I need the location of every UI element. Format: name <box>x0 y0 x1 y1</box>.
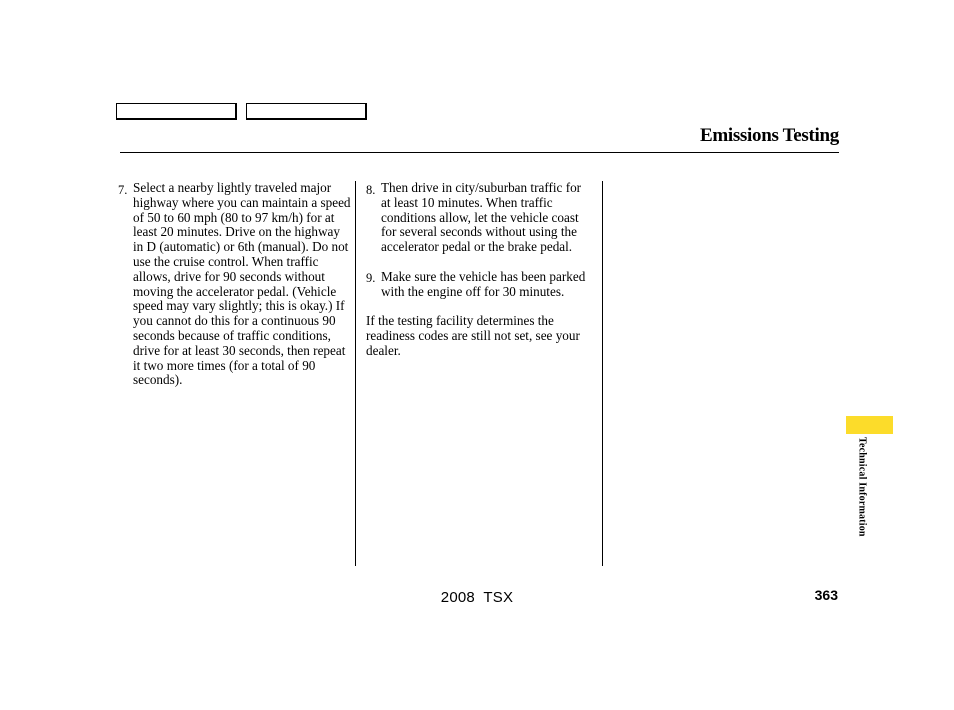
step-text: Then drive in city/suburban traffic for at least 10 minutes. When traffic conditions allow, let the vehicle coast for several seconds without using the accelerator pedal or the brake pedal. <box>381 180 582 255</box>
column-divider <box>602 181 603 566</box>
step-text: Make sure the vehicle has been parked with the engine off for 30 minutes. <box>381 268 586 299</box>
footer-model: 2008 TSX <box>440 589 514 606</box>
page-title: Emissions Testing <box>699 125 839 146</box>
step-7 <box>118 181 352 388</box>
previous-page-button[interactable] <box>116 103 237 120</box>
step-number: 8. <box>366 182 376 197</box>
section-tab[interactable] <box>846 416 893 434</box>
page-number: 363 <box>814 587 838 603</box>
middle-column <box>366 181 591 359</box>
dealer-note: If the testing facility determines the readiness codes are still not set, see your dealer. <box>366 313 580 358</box>
step-9 <box>366 270 591 300</box>
column-divider <box>355 181 356 566</box>
left-column <box>118 181 352 403</box>
step-8 <box>366 181 591 255</box>
next-page-button[interactable] <box>246 103 367 120</box>
step-number: 9. <box>366 271 376 286</box>
step-number: 7. <box>118 182 128 197</box>
title-divider <box>120 152 839 153</box>
step-text: Select a nearby lightly traveled major highway where you can maintain a speed of 50 to 60 mph (80 to 97 km/h) for at least 20 minutes. Drive on the highway in D (automatic) or 6th (manual). Do not use the cruise control. When traffic allows, drive for 90 seconds without moving the accelerator pedal. (Vehicle speed may vary slightly; this is okay.) If you cannot do this for a continuous 90 seconds because of traffic conditions, drive for at least 30 seconds, then repeat it two more times (for a total of 90 seconds). <box>133 180 351 388</box>
section-label: Technical Information <box>856 437 868 537</box>
